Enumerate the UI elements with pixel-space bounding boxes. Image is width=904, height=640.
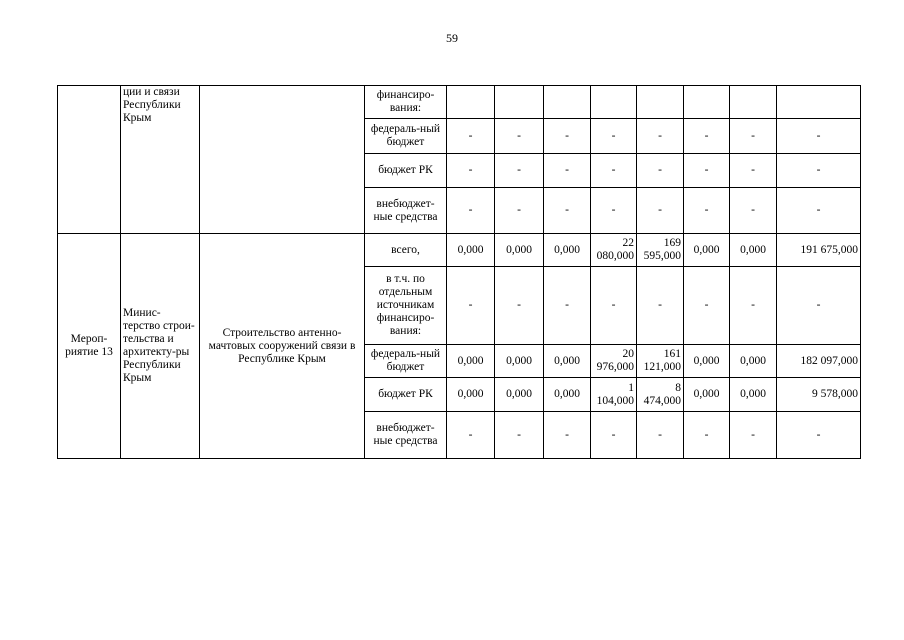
value-cell: - [447, 188, 495, 234]
value-cell: 9 578,000 [777, 378, 861, 412]
value-cell: 8 474,000 [637, 378, 684, 412]
table-row [58, 86, 861, 119]
value-cell: - [591, 154, 637, 188]
value-cell: - [447, 154, 495, 188]
description-cell [200, 86, 365, 234]
value-cell [637, 86, 684, 119]
source-label: внебюджет-ные средства [365, 188, 447, 234]
value-cell [684, 86, 730, 119]
value-cell: - [777, 267, 861, 345]
executor-cell: Минис-терство строи-тельства и архитекту-ры Республики Крым [121, 234, 200, 459]
value-cell: - [730, 154, 777, 188]
value-cell: 182 097,000 [777, 345, 861, 378]
value-cell: - [684, 119, 730, 154]
value-cell [730, 86, 777, 119]
table-row [58, 234, 861, 267]
measure-cell: Мероп-риятие 13 [58, 234, 121, 459]
value-cell: 0,000 [447, 234, 495, 267]
value-cell: - [730, 412, 777, 459]
value-cell: - [637, 119, 684, 154]
value-cell: 0,000 [544, 378, 591, 412]
page-number: 59 [446, 31, 458, 45]
source-label: федераль-ный бюджет [365, 119, 447, 154]
value-cell: - [777, 154, 861, 188]
value-cell: - [591, 188, 637, 234]
table-body [58, 86, 861, 459]
value-cell [544, 86, 591, 119]
value-cell: - [495, 188, 544, 234]
value-cell: 0,000 [495, 378, 544, 412]
value-cell: - [637, 188, 684, 234]
value-cell: - [730, 188, 777, 234]
value-cell: 161 121,000 [637, 345, 684, 378]
value-cell: - [495, 154, 544, 188]
value-cell: - [777, 188, 861, 234]
value-cell: - [544, 119, 591, 154]
value-cell: 1 104,000 [591, 378, 637, 412]
value-cell: 0,000 [495, 345, 544, 378]
value-cell: - [637, 412, 684, 459]
executor-cell: ции и связи Республики Крым [121, 86, 200, 234]
value-cell: - [447, 267, 495, 345]
value-cell [495, 86, 544, 119]
measure-cell [58, 86, 121, 234]
value-cell: 0,000 [684, 345, 730, 378]
value-cell: - [591, 267, 637, 345]
value-cell: - [684, 188, 730, 234]
value-cell: 0,000 [447, 378, 495, 412]
source-label: бюджет РК [365, 154, 447, 188]
source-label: финансиро-вания: [365, 86, 447, 119]
value-cell: - [684, 154, 730, 188]
value-cell: - [495, 412, 544, 459]
value-cell: - [777, 119, 861, 154]
value-cell: - [495, 267, 544, 345]
source-label: в т.ч. по отдельным источникам финансиро-вания: [365, 267, 447, 345]
value-cell: 0,000 [730, 345, 777, 378]
value-cell [591, 86, 637, 119]
value-cell: - [591, 119, 637, 154]
source-label: всего, [365, 234, 447, 267]
value-cell: - [684, 412, 730, 459]
value-cell: - [495, 119, 544, 154]
value-cell: - [684, 267, 730, 345]
value-cell: 0,000 [544, 345, 591, 378]
value-cell [777, 86, 861, 119]
value-cell: - [447, 119, 495, 154]
value-cell: - [730, 267, 777, 345]
value-cell: - [544, 188, 591, 234]
source-label: федераль-ный бюджет [365, 345, 447, 378]
value-cell: 0,000 [730, 378, 777, 412]
value-cell: - [544, 412, 591, 459]
financing-table [57, 85, 861, 459]
value-cell: 20 976,000 [591, 345, 637, 378]
description-cell: Строительство антенно-мачтовых сооружений связи в Республике Крым [200, 234, 365, 459]
value-cell: - [637, 154, 684, 188]
value-cell: - [730, 119, 777, 154]
value-cell: 169 595,000 [637, 234, 684, 267]
value-cell: 0,000 [544, 234, 591, 267]
source-label: внебюджет-ные средства [365, 412, 447, 459]
value-cell: 22 080,000 [591, 234, 637, 267]
value-cell: - [544, 267, 591, 345]
value-cell: 0,000 [447, 345, 495, 378]
value-cell: - [637, 267, 684, 345]
value-cell: 0,000 [495, 234, 544, 267]
value-cell: 0,000 [730, 234, 777, 267]
value-cell: - [447, 412, 495, 459]
value-cell: 0,000 [684, 378, 730, 412]
value-cell: - [544, 154, 591, 188]
source-label: бюджет РК [365, 378, 447, 412]
value-cell: - [591, 412, 637, 459]
value-cell: - [777, 412, 861, 459]
value-cell: 191 675,000 [777, 234, 861, 267]
value-cell: 0,000 [684, 234, 730, 267]
value-cell [447, 86, 495, 119]
